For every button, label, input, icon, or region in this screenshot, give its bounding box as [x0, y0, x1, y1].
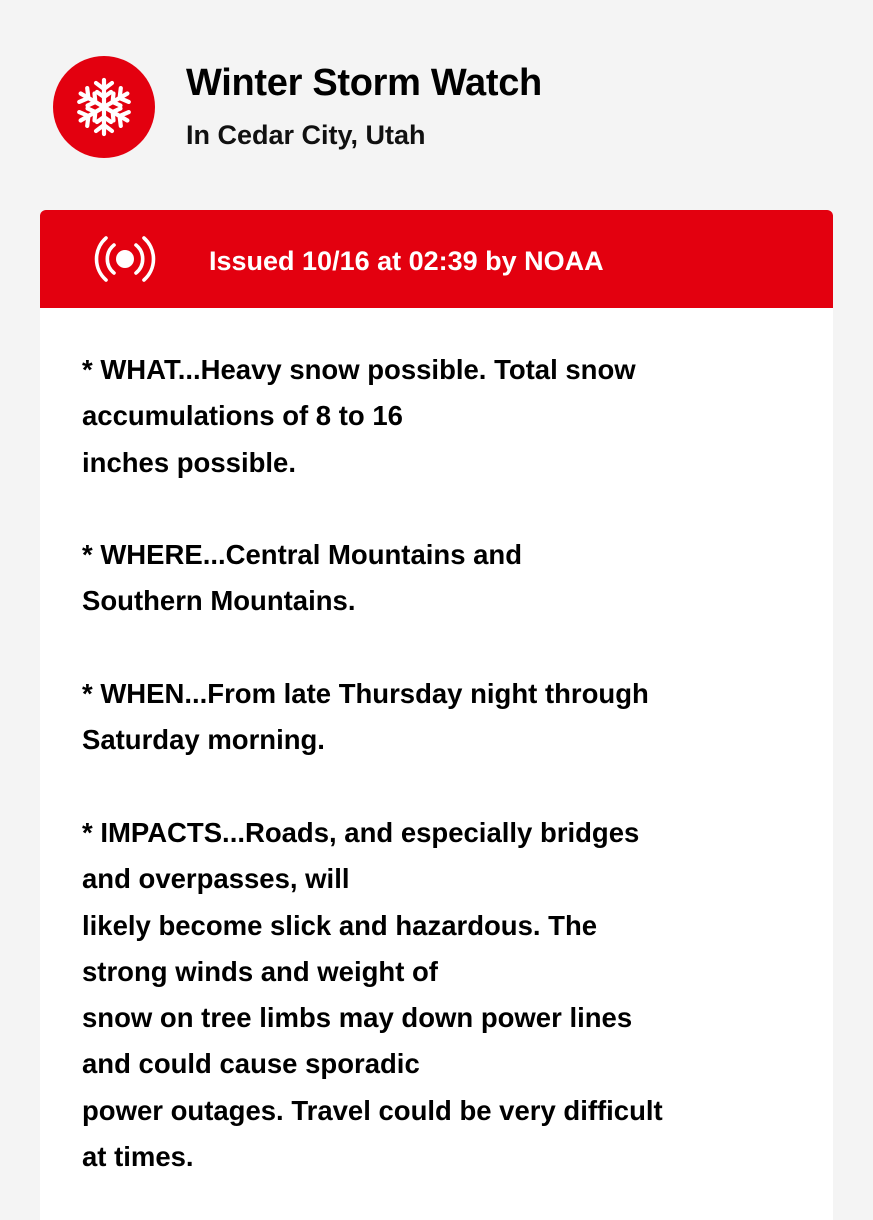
what-line: * WHAT...Heavy snow possible. Total snow [82, 354, 636, 385]
issued-banner [40, 210, 833, 308]
impacts-line: likely become slick and hazardous. The [82, 909, 598, 941]
snowflake-icon [53, 56, 155, 158]
when-section [82, 671, 802, 764]
impacts-line: at times. [82, 1141, 194, 1173]
where-line: Southern Mountains. [82, 585, 356, 617]
alert-title: Winter Storm Watch [186, 62, 542, 104]
alert-header [0, 0, 873, 200]
issued-text: Issued 10/16 at 02:39 by NOAA [209, 246, 604, 276]
impacts-line: snow on tree limbs may down power lines [82, 1002, 633, 1034]
alert-description [82, 347, 802, 1220]
what-line: inches possible. [82, 446, 296, 478]
where-section [82, 532, 802, 625]
impacts-line: power outages. Travel could be very difficult [82, 1094, 663, 1126]
when-line: Saturday morning. [82, 724, 325, 756]
impacts-line: * IMPACTS...Roads, and especially bridges [82, 816, 640, 848]
impacts-line: and overpasses, will [82, 863, 350, 895]
snowflake-glyph [74, 77, 134, 137]
alert-location: In Cedar City, Utah [186, 120, 426, 150]
alert-card [40, 210, 833, 1220]
what-line: accumulations of 8 to 16 [82, 400, 403, 432]
broadcast-icon [90, 233, 160, 285]
impacts-section [82, 810, 802, 1180]
impacts-line: strong winds and weight of [82, 955, 438, 987]
when-line: * WHEN...From late Thursday night through [82, 678, 649, 710]
impacts-line: and could cause sporadic [82, 1048, 420, 1080]
where-line: * WHERE...Central Mountains and [82, 539, 523, 571]
what-section [82, 347, 802, 486]
